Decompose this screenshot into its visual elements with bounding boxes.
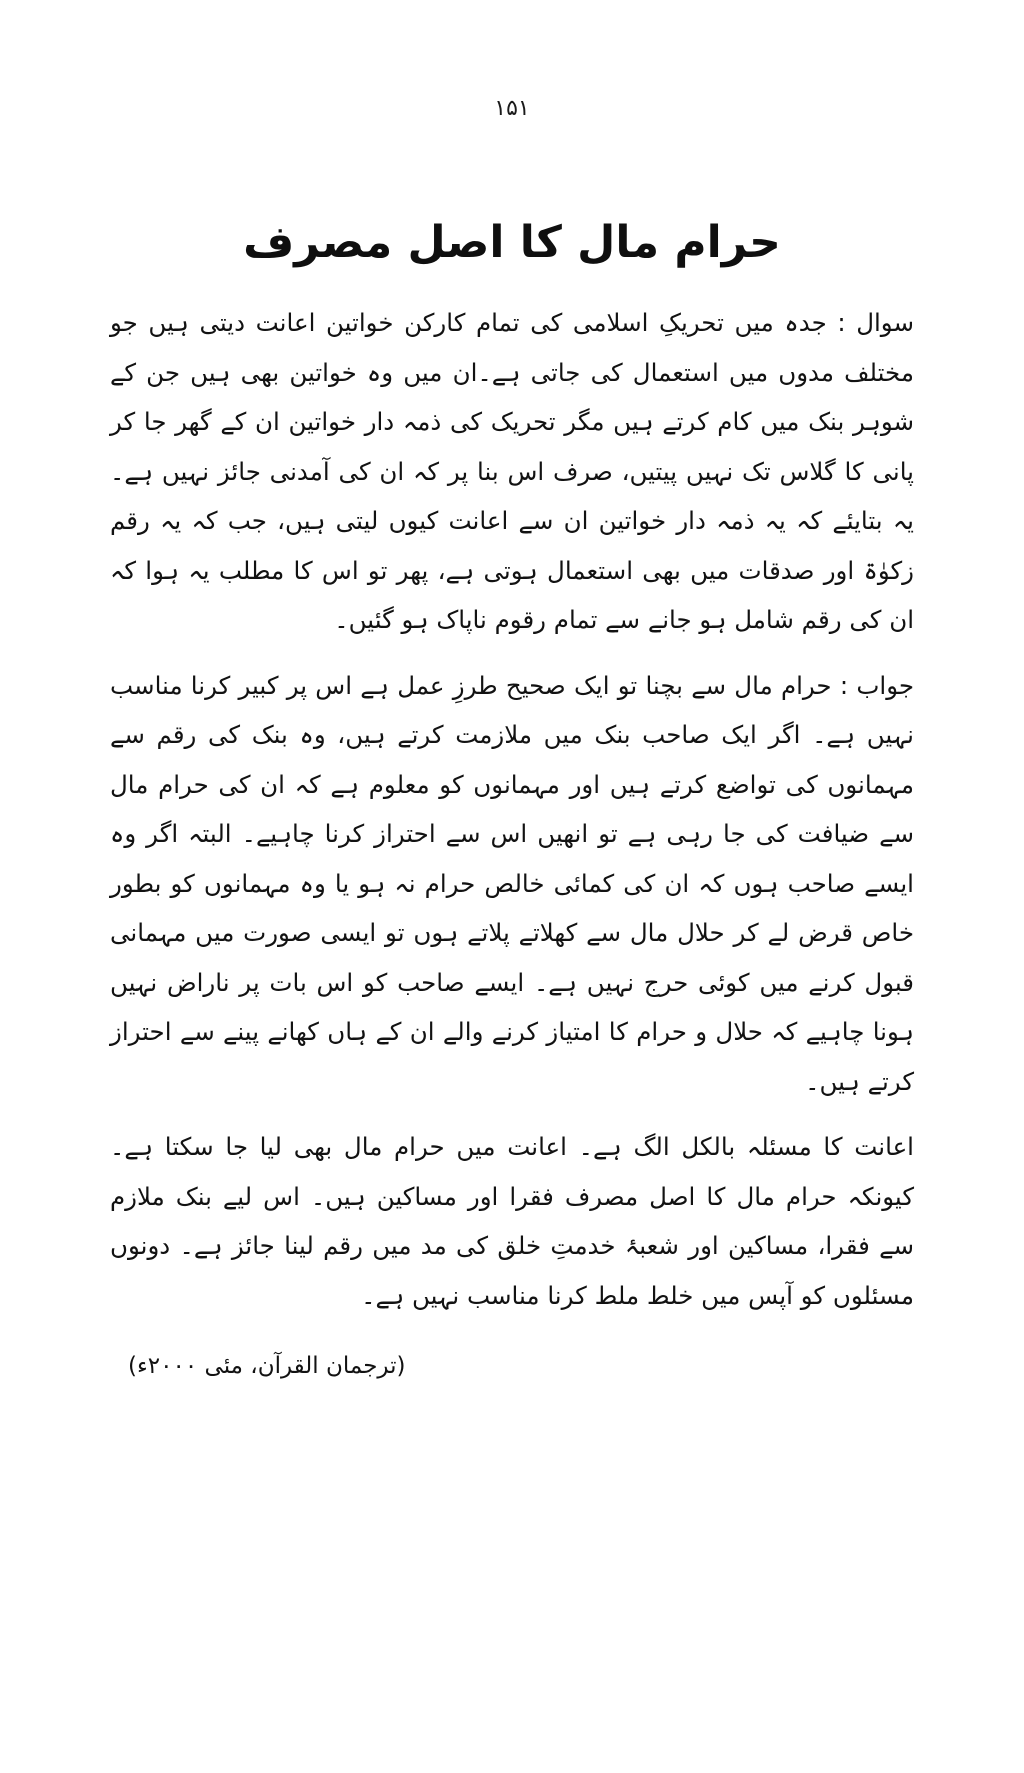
- document-page: [0, 96, 1024, 1773]
- question-paragraph: سوال : جدہ میں تحریکِ اسلامی کی تمام کارکن خواتین اعانت دیتی ہیں جو مختلف مدوں میں استعمال کی جاتی ہے۔ان میں وہ خواتین بھی ہیں جن کے شوہر بنک میں کام کرتے ہیں مگر تحریک کی ذمہ دار خواتین ان کے گھر جا کر پانی کا گلاس تک نہیں پیتیں، صرف اس بنا پر کہ ان کی آمدنی جائز نہیں ہے۔ یہ بتایئے کہ یہ ذمہ دار خواتین ان سے اعانت کیوں لیتی ہیں، جب کہ یہ رقم زکوٰۃ اور صدقات میں بھی استعمال ہوتی ہے، پھر تو اس کا مطلب یہ ہوا کہ ان کی رقم شامل ہو جانے سے تمام رقوم ناپاک ہو گئیں۔: [110, 308, 914, 635]
- answer-paragraph-2: اعانت کا مسئلہ بالکل الگ ہے۔ اعانت میں حرام مال بھی لیا جا سکتا ہے۔ کیونکہ حرام مال کا اصل مصرف فقرا اور مساکین ہیں۔ اس لیے بنک ملازم سے فقرا، مساکین اور شعبۂ خدمتِ خلق کی مد میں رقم لینا جائز ہے۔ دونوں مسئلوں کو آپس میں خلط ملط کرنا مناسب نہیں ہے۔: [110, 1132, 914, 1310]
- answer-block: [110, 661, 914, 1320]
- question-block: [110, 298, 914, 644]
- bottom-margin: [110, 1387, 914, 1607]
- page-title: حرام مال کا اصل مصرف: [243, 217, 781, 268]
- answer-paragraph-1: جواب : حرام مال سے بچنا تو ایک صحیح طرزِ عمل ہے اس پر کبیر کرنا مناسب نہیں ہے۔ اگر ایک صاحب بنک میں ملازمت کرتے ہیں، وہ بنک کی رقم سے مہمانوں کی تواضع کرتے ہیں اور مہمانوں کو معلوم ہے کہ ان کی حرام مال سے ضیافت کی جا رہی ہے تو انھیں اس سے احتراز کرنا چاہیے۔ البتہ اگر وہ ایسے صاحب ہوں کہ ان کی کمائی خالص حرام نہ ہو یا وہ مہمانوں کو بطور خاص قرض لے کر حلال مال سے کھلاتے پلاتے ہوں تو ایسی صورت میں مہمانی قبول کرنے میں کوئی حرج نہیں ہے۔ ایسے صاحب کو اس بات پر ناراض نہیں ہونا چاہیے کہ حلال و حرام کا امتیاز کرنے والے ان کے ہاں کھانے پینے سے احتراز کرتے ہیں۔: [110, 670, 914, 1096]
- source-citation: (ترجمان القرآن، مئی ۲۰۰۰ء): [128, 1353, 406, 1380]
- page-number: ۱۵۱: [494, 96, 530, 121]
- page-content: [110, 121, 914, 1607]
